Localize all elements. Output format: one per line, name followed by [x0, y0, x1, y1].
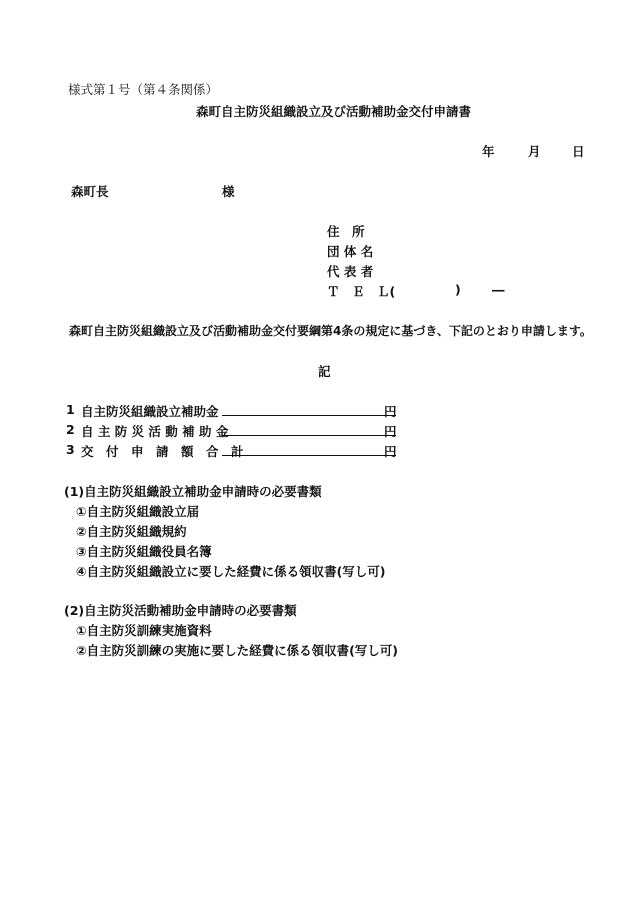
date-year: 年: [482, 144, 495, 159]
item-unit: 円: [384, 444, 397, 459]
amount-underline: [222, 455, 396, 456]
date-month: 月: [528, 144, 541, 159]
section2-doc: ②自主防災訓練の実施に要した経費に係る領収書(写し可): [76, 643, 399, 658]
section1-doc: ①自主防災組織設立届: [76, 504, 200, 519]
tel-label: Ｔ Ｅ Ｌ(: [327, 284, 396, 299]
item-unit: 円: [384, 424, 397, 439]
item-number: 2: [66, 422, 75, 437]
section1-doc: ③自主防災組織役員名簿: [76, 544, 212, 559]
item-unit: 円: [384, 404, 397, 419]
application-statement: 森町自主防災組織設立及び活動補助金交付要綱第4条の規定に基づき、下記のとおり申請します。: [69, 324, 592, 338]
item-label: 自 主 防 災 活 動 補 助 金: [81, 424, 229, 439]
tel-close-paren: ): [455, 282, 461, 297]
item-label: 自主防災組織設立補助金: [81, 404, 219, 419]
date-day: 日: [572, 144, 585, 159]
item-number: 1: [66, 402, 75, 417]
section1-heading: (1)自主防災組織設立補助金申請時の必要書類: [64, 484, 322, 499]
section1-doc: ④自主防災組織設立に要した経費に係る領収書(写し可): [76, 564, 386, 579]
form-title: 森町自主防災組織設立及び活動補助金交付申請書: [196, 104, 472, 119]
item-label: 交 付 申 請 額 合 計: [81, 444, 244, 459]
tel-dash: ―: [492, 282, 505, 297]
section2-heading: (2)自主防災活動補助金申請時の必要書類: [64, 603, 297, 618]
address-label: 住 所: [327, 224, 365, 239]
section2-doc: ①自主防災訓練実施資料: [76, 623, 212, 638]
ki-marker: 記: [318, 364, 331, 379]
amount-underline: [222, 435, 396, 436]
item-number: 3: [66, 442, 75, 457]
representative-label: 代 表 者: [327, 264, 374, 279]
section1-doc: ②自主防災組織規約: [76, 524, 187, 539]
group-name-label: 団 体 名: [327, 244, 374, 259]
form-number: 様式第１号（第４条関係）: [68, 82, 219, 97]
amount-underline: [222, 415, 396, 416]
addressee-name: 森町長: [71, 184, 109, 199]
addressee-honorific: 様: [222, 184, 235, 199]
